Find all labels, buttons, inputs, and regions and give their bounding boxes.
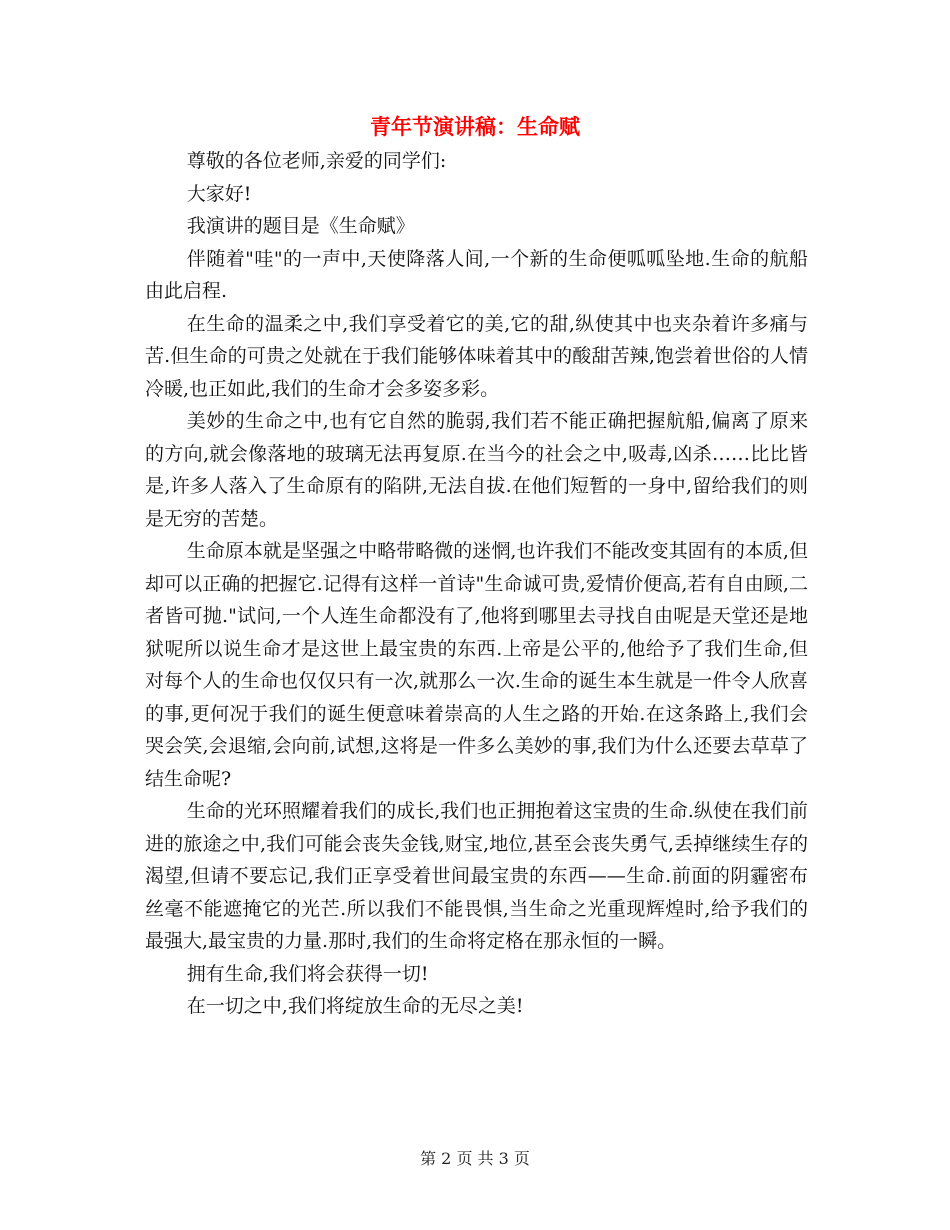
paragraph-possess: 拥有生命,我们将会获得一切! [186, 962, 429, 985]
paragraph-precious: 生命原本就是坚强之中略带略微的迷惘,也许我们不能改变其固有的本质,但却可以正确的把握它.记得有这样一首诗"生命诚可贵,爱情价便高,若有自由顾,二者皆可抛."试问,一个人连生命都没有了,他将到哪里去寻找自由呢是天堂还是地狱呢所以说生命才是这世上最宝贵的东西.上帝是公平的,他给予了我们生命,但对每个人的生命也仅仅只有一次,就那么一次.生命的诞生本生就是一件令人欣喜的事,更何况于我们的诞生便意味着崇高的人生之路的开始.在这条路上,我们会哭会笑,会退缩,会向前,试想,这将是一件多么美妙的事,我们为什么还要去草草了结生命呢? [145, 540, 808, 790]
paragraph-bloom: 在一切之中,我们将绽放生命的无尽之美! [186, 995, 524, 1017]
document-body [145, 145, 808, 1023]
page-title: 青年节演讲稿：生命赋 [370, 115, 580, 139]
paragraph-halo: 生命的光环照耀着我们的成长,我们也正拥抱着这宝贵的生命.纵使在我们前进的旅途之中,我们可能会丧失金钱,财宝,地位,甚至会丧失勇气,丢掉继续生存的渴望,但请不要忘记,我们正享受着世间最宝贵的东西——生命.前面的阴霾密布丝毫不能遮掩它的光芒.所以我们不能畏惧,当生命之光重现辉煌时,给予我们的最强大,最宝贵的力量.那时,我们的生命将定格在那永恒的一瞬。 [145, 800, 808, 952]
paragraph-greeting: 大家好! [186, 182, 252, 205]
paragraph-tenderness: 在生命的温柔之中,我们享受着它的美,它的甜,纵使其中也夹杂着许多痛与苦.但生命的可贵之处就在于我们能够体味着其中的酸甜苦辣,饱尝着世俗的人情冷暖,也正如此,我们的生命才会多姿多彩。 [145, 312, 808, 400]
paragraph-fragility: 美妙的生命之中,也有它自然的脆弱,我们若不能正确把握航船,偏离了原来的方向,就会像落地的玻璃无法再复原.在当今的社会之中,吸毒,凶杀……比比皆是,许多人落入了生命原有的陷阱,无法自拔.在他们短暂的一身中,留给我们的则是无穷的苦楚。 [145, 410, 808, 530]
paragraph-topic: 我演讲的题目是《生命赋》 [186, 215, 415, 237]
page-number-footer: 第 2 页 共 3 页 [420, 1149, 530, 1168]
paragraph-salutation: 尊敬的各位老师,亲爱的同学们: [186, 150, 447, 172]
paragraph-birth: 伴随着"哇"的一声中,天使降落人间,一个新的生命便呱呱坠地.生命的航船由此启程. [145, 247, 808, 302]
